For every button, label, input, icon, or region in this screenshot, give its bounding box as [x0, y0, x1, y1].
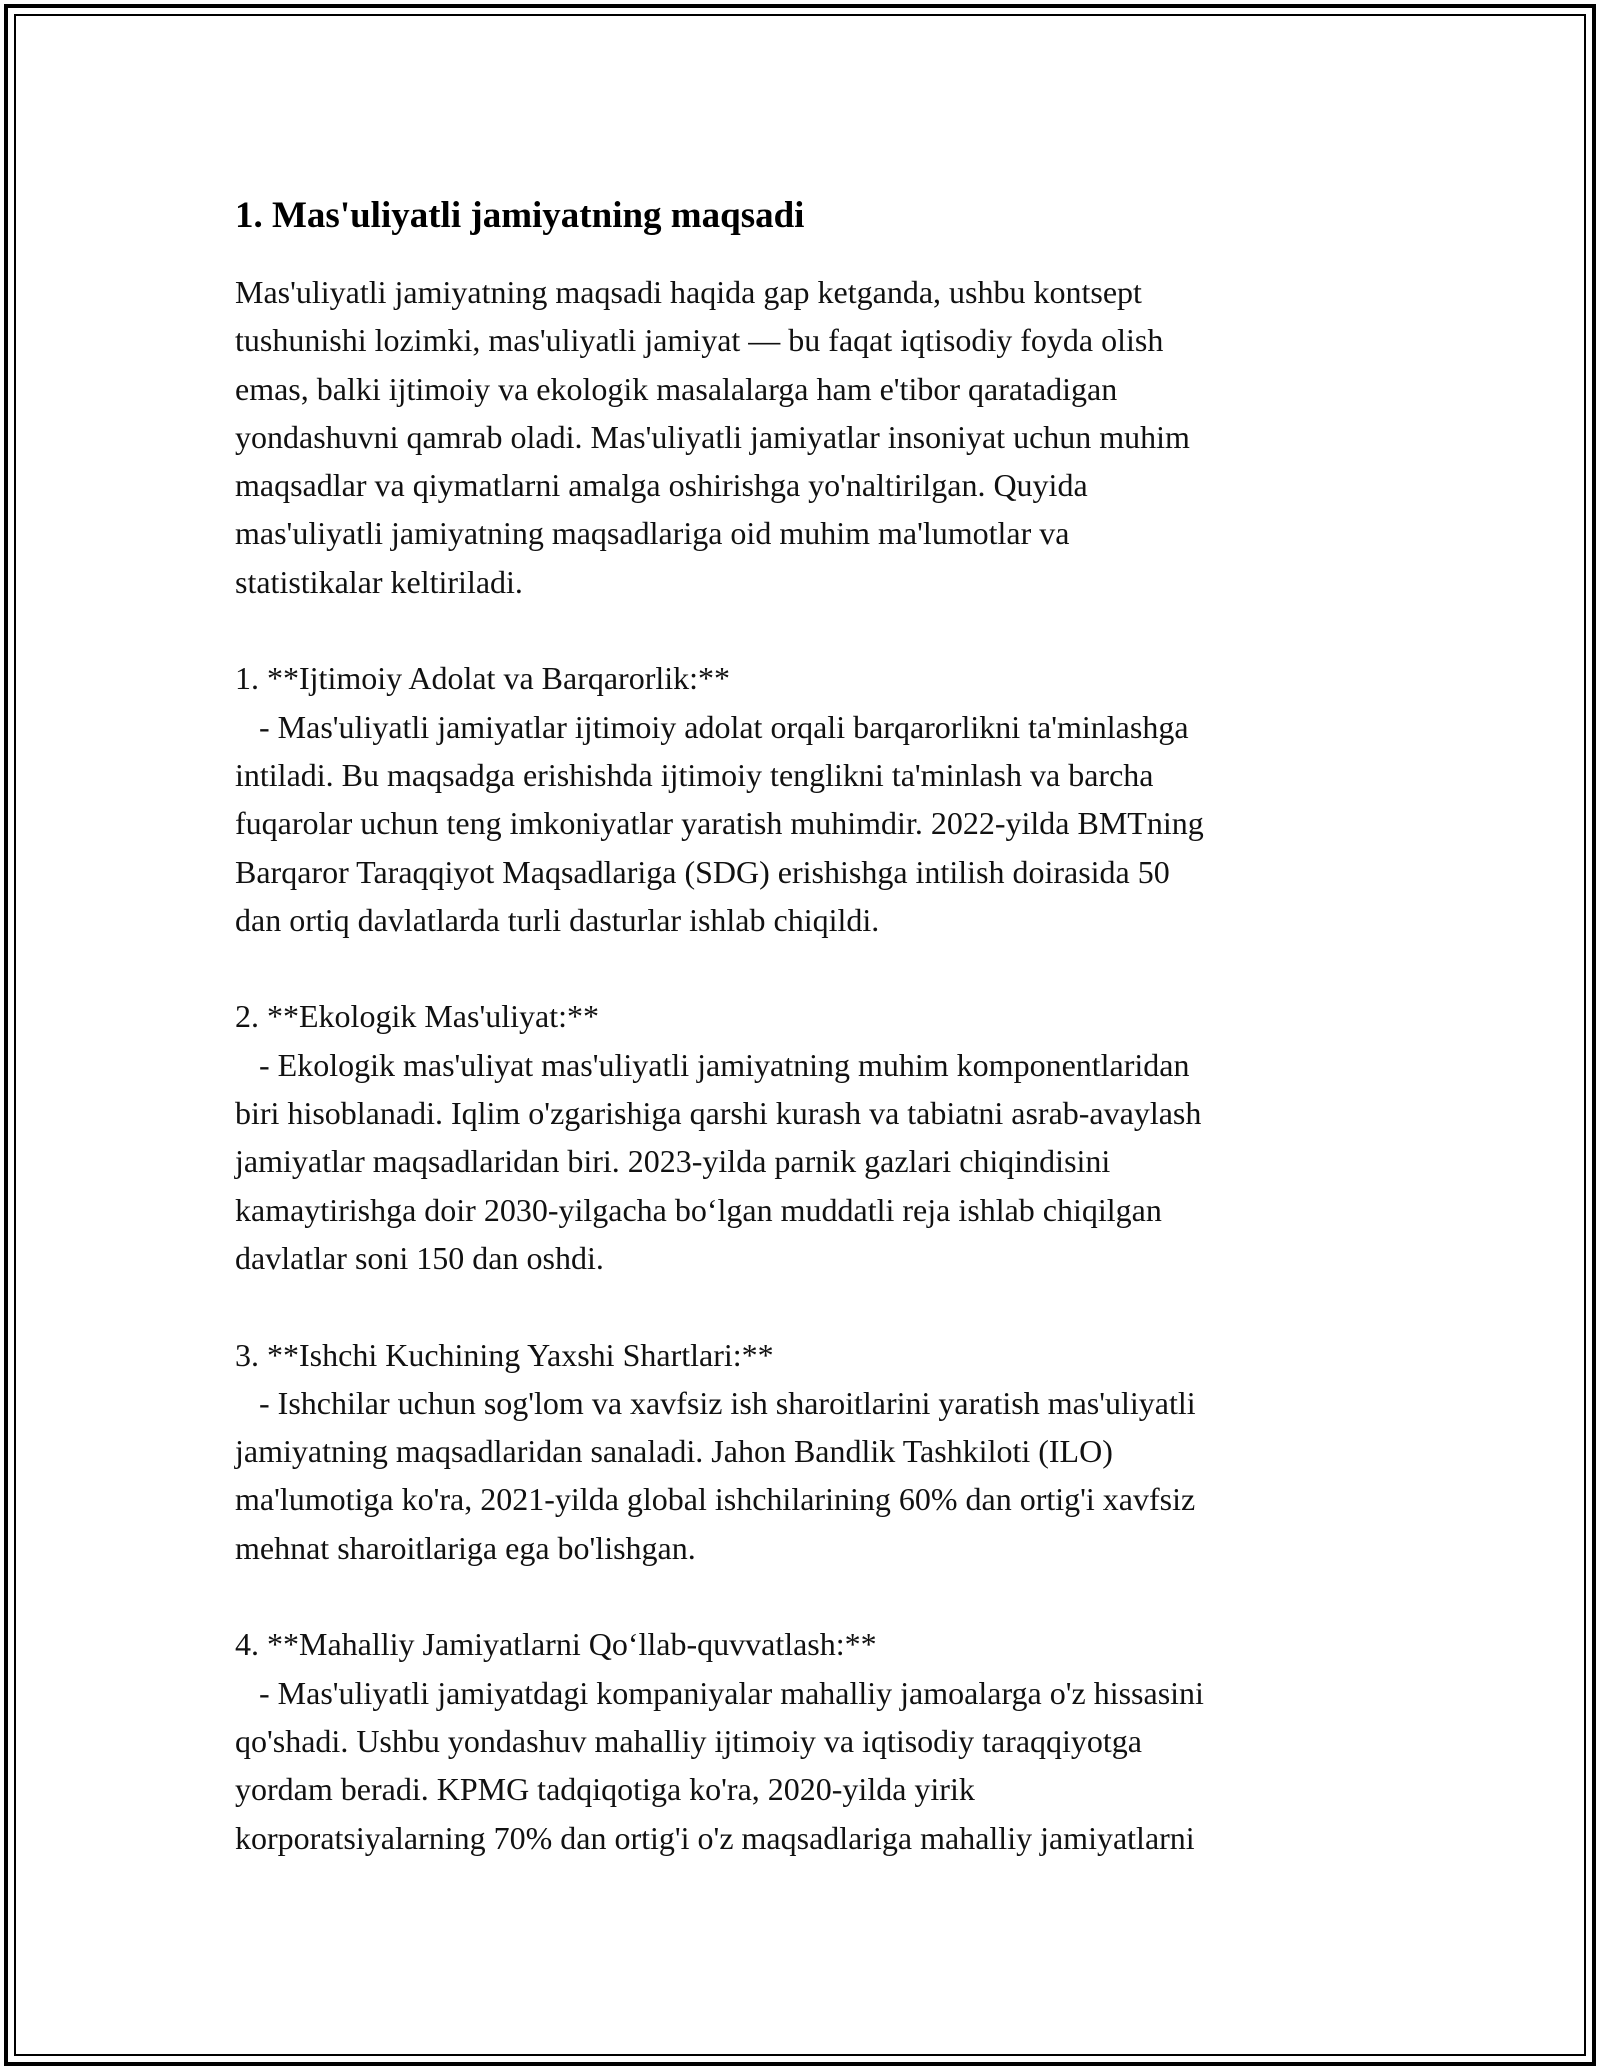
intro-paragraph: Mas'uliyatli jamiyatning maqsadi haqida gap ketganda, ushbu kontsept tushunishi lozimki, mas'uliyatli jamiyat — bu faqat iqtisodiy foyda olish emas, balki ijtimoiy va ekologik masalalarga ham e'tibor qaratadigan yondashuvni qamrab oladi. Mas'uliyatli jamiyatlar insoniyat uchun muhim maqsadlar va qiymatlarni amalga oshirishga yo'naltirilgan. Quyida mas'uliyatli jamiyatning maqsadlariga oid muhim ma'lumotlar va statistikalar keltiriladi. — [235, 274, 1190, 600]
spacer — [235, 1282, 1365, 1330]
section-title: 4. **Mahalliy Jamiyatlarni Qo‘llab-quvvatlash:** — [235, 1626, 877, 1663]
spacer — [235, 944, 1365, 992]
spacer — [235, 1572, 1365, 1620]
section-body: - Mas'uliyatli jamiyatdagi kompaniyalar mahalliy jamoalarga o'z hissasini qo'shadi. Ushbu yondashuv mahalliy ijtimoiy va iqtisodiy taraqqiyotga yordam beradi. KPMG tadqiqotiga ko'ra, 2020-yilda yirik korporatsiyalarning 70% dan ortig'i o'z maqsadlariga mahalliy jamiyatlarni — [235, 1674, 1204, 1856]
section-title: 1. **Ijtimoiy Adolat va Barqarorlik:** — [235, 660, 731, 697]
spacer — [235, 606, 1365, 654]
section-title: 2. **Ekologik Mas'uliyat:** — [235, 998, 599, 1035]
section-1 — [235, 654, 1365, 944]
section-4 — [235, 1620, 1365, 1861]
section-3 — [235, 1331, 1365, 1572]
section-body: - Ishchilar uchun sog'lom va xavfsiz ish sharoitlarini yaratish mas'uliyatli jamiyatning maqsadlaridan sanaladi. Jahon Bandlik Tashkiloti (ILO) ma'lumotiga ko'ra, 2021-yilda global ishchilarining 60% dan ortig'i xavfsiz mehnat sharoitlariga ega bo'lishgan. — [235, 1384, 1196, 1566]
page-title: 1. Mas'uliyatli jamiyatning maqsadi — [235, 195, 805, 236]
section-body: - Mas'uliyatli jamiyatlar ijtimoiy adolat orqali barqarorlikni ta'minlashga intiladi. Bu maqsadga erishishda ijtimoiy tenglikni ta'minlash va barcha fuqarolar uchun teng imkoniyatlar yaratish muhimdir. 2022-yilda BMTning Barqaror Taraqqiyot Maqsadlariga (SDG) erishishga intilish doirasida 50 dan ortiq davlatlarda turli dasturlar ishlab chiqildi. — [235, 708, 1204, 938]
section-2 — [235, 992, 1365, 1282]
section-title: 3. **Ishchi Kuchining Yaxshi Shartlari:** — [235, 1336, 774, 1373]
section-body: - Ekologik mas'uliyat mas'uliyatli jamiyatning muhim komponentlaridan biri hisoblanadi. Iqlim o'zgarishiga qarshi kurash va tabiatni asrab-avaylash jamiyatlar maqsadlaridan biri. 2023-yilda parnik gazlari chiqindisini kamaytirishga doir 2030-yilgacha bo‘lgan muddatli reja ishlab chiqilgan davlatlar soni 150 dan oshdi. — [235, 1046, 1202, 1276]
document-body — [235, 190, 1365, 1862]
